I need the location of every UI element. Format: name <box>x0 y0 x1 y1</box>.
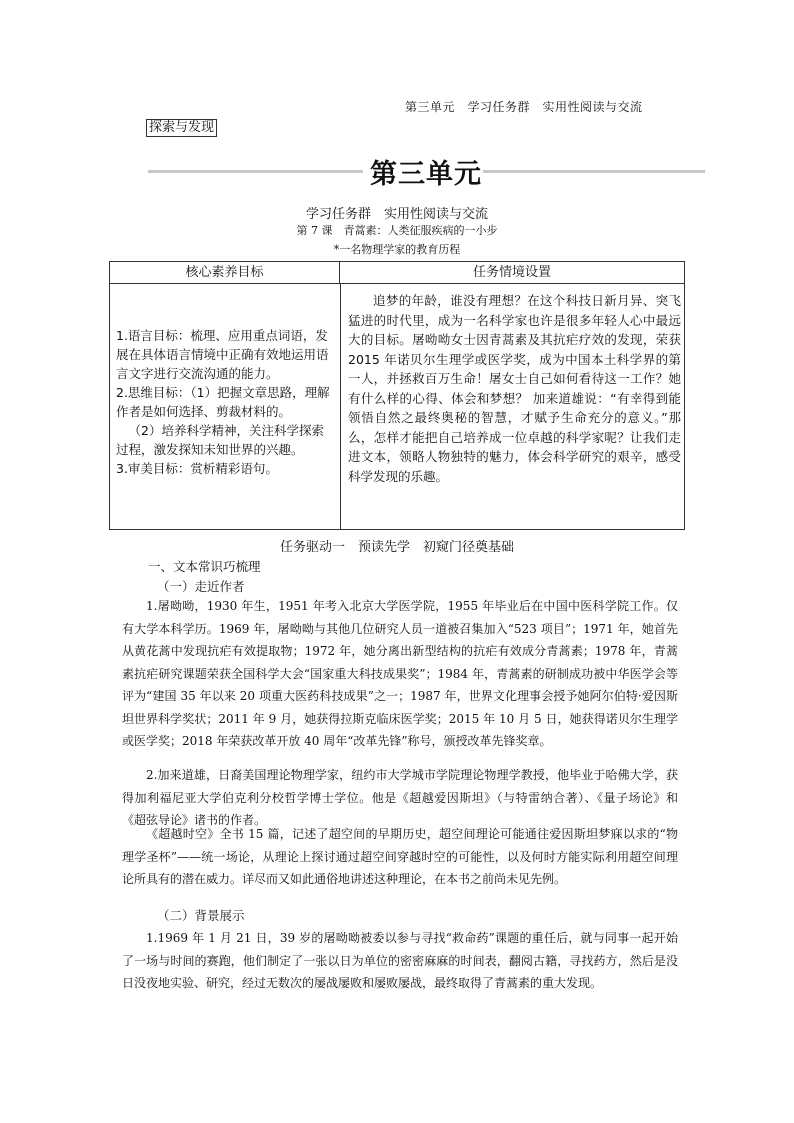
title-rule-right <box>483 170 705 173</box>
paragraph-author-michio-kaku: 2.加来道雄，日裔美国理论物理学家，纽约市大学城市学院理论物理学教授，他毕业于哈佛大学，获得加利福尼亚大学伯克利分校哲学博士学位。他是《超越爱因斯坦》（与特雷纳合著）、《量子场论》和《超弦导论》诸书的作者。 <box>122 768 678 827</box>
paragraph-author-tu-youyou: 1.屠呦呦，1930 年生，1951 年考入北京大学医学院，1955 年毕业后在中国中医科学院工作。仅有大学本科学历。1969 年，屠呦呦与其他几位研究人员一道被召集加入“523 项目”；1971 年，她首先从黄花蒿中发现抗疟有效提取物；1972 年，她分离出新型结构的抗疟有效成分青蒿素；1978 年，青蒿素抗疟研究课题荣获全国科学大会“国家重大科技成果奖”；1984 年，青蒿素的研制成功被中华医学会等评为“建国 35 年以来 20 项重大医药科技成果”之一；1987 年，世界文化理事会授予她阿尔伯特·爱因斯坦世界科学奖状；2011 年 9 月，她获得拉斯克临床医学奖；2015 年 10 月 5 日，她获得诺贝尔生理学或医学奖；2018 年荣获改革开放 40 周年“改革先锋”称号，颁授改革先锋奖章。 <box>122 599 678 748</box>
column-divider <box>340 284 341 529</box>
paragraph-background: 1.1969 年 1 月 21 日，39 岁的屠呦呦被委以参与寻找“救命药”课题的重任后，就与同事一起开始了一场与时间的赛跑，他们制定了一张以日为单位的密密麻麻的时间表，翻阅古籍，寻找药方，然后是没日没夜地实验、研究，经过无数次的屡战屡败和屡败屡战，最终取得了青蒿素的重大发现。 <box>122 931 678 990</box>
col-header-core-goals: 核心素养目标 <box>110 262 340 284</box>
col-header-task-scenario: 任务情境设置 <box>340 262 684 284</box>
task-drive-title: 任务驱动一 预读先学 初窥门径奠基础 <box>279 540 514 555</box>
heading-meet-author: （一）走近作者 <box>157 579 245 594</box>
scenario-cell: 追梦的年龄，谁没有理想？在这个科技日新月异、突飞猛进的时代里，成为一名科学家也许是很多年轻人心中最远大的目标。屠呦呦女士因青蒿素及其抗疟疗效的发现，荣获 2015 年诺贝尔生理学或医学奖，成为中国本土科学界的第一人，并拯救百万生命！屠女士自己如何看待这一工作？她有什么样的心得、体会和梦想？ 加来道雄说：“有幸得到能领悟自然之最终奥秘的智慧，才赋予生命充分的意义。”那么，怎样才能把自己培养成一位卓越的科学家呢？让我们走进文本，领略人物独特的魅力，体会科学研究的艰辛，感受科学发现的乐趣。 <box>348 293 681 484</box>
task-group-title: 学习任务群 实用性阅读与交流 <box>305 207 488 222</box>
title-rule-left <box>148 170 363 173</box>
lesson-title: 第 7 课 青蒿素：人类征服疾病的一小步 <box>296 224 498 237</box>
heading-text-knowledge: 一、文本常识巧梳理 <box>148 559 261 574</box>
goal-thinking-sub: （2）培养科学精神，关注科学探索过程，激发探知未知世界的兴趣。 <box>116 423 324 457</box>
goals-cell <box>116 326 336 478</box>
goal-thinking: 2.思维目标：（1）把握文章思路，理解作者是如何选择、剪裁材料的。 <box>116 385 330 419</box>
running-header: 第三单元 学习任务群 实用性阅读与交流 <box>405 100 643 114</box>
goal-language: 1.语言目标：梳理、应用重点词语，发展在具体语言情境中正确有效地运用语言文字进行交流沟通的能力。 <box>116 328 329 381</box>
paragraph-book-hyperspace: 《超越时空》全书 15 篇，记述了超空间的早期历史，超空间理论可能通往爱因斯坦梦寐以求的“物理学圣杯”——统一场论，从理论上探讨通过超空间穿越时空的可能性，以及何时方能实际利用超空间理论所具有的潜在威力。详尽而又如此通俗地讲述这种理论，在本书之前尚未见先例。 <box>122 827 678 886</box>
goals-table <box>109 261 685 530</box>
goal-aesthetic: 3.审美目标：赏析精彩语句。 <box>116 461 278 476</box>
lesson-subtitle: *一名物理学家的教育历程 <box>333 243 461 256</box>
section-tag: 探索与发现 <box>146 119 217 137</box>
unit-title: 第三单元 <box>370 159 482 190</box>
heading-background: （二）背景展示 <box>157 908 245 923</box>
